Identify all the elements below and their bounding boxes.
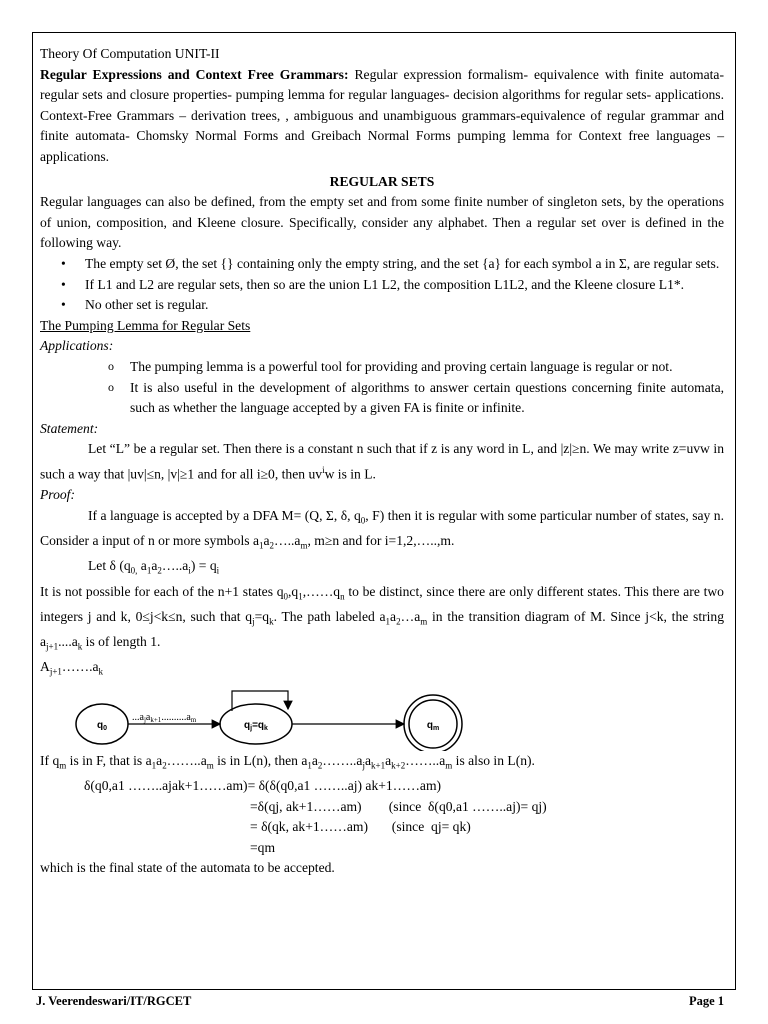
- para-part: . The path labeled a: [273, 608, 386, 624]
- self-loop: [232, 691, 288, 711]
- aline-part: …….a: [61, 659, 99, 675]
- let-sub: 2: [157, 565, 162, 576]
- let-sub: 0,: [130, 565, 138, 576]
- acc-sub: j: [362, 760, 365, 771]
- proof-sub: 1: [258, 540, 264, 551]
- para-sub: m: [420, 616, 428, 627]
- para-sub: k: [77, 641, 83, 652]
- proof-part: If a language is accepted by a DFA M= (Q, Σ, δ, q: [88, 507, 361, 523]
- para-part: It is not possible for each of the n+1 states q: [40, 583, 284, 599]
- final-sentence: which is the final state of the automata to be accepted.: [40, 860, 335, 876]
- unit-title: Theory Of Computation UNIT-II: [40, 46, 220, 61]
- state-final-outer: [404, 695, 462, 751]
- regular-set-rules: [40, 254, 724, 316]
- para-part: …a: [400, 608, 421, 624]
- syllabus-text: Regular expression formalism- equivalence with finite automata-regular sets and closure properties- pumping lemma for regular languages- decision algorithms for regular sets- applications. Context-Free Grammars – derivation trees, , ambiguous and unambiguous grammars-equivalence of regular grammar and finite automata- Chomsky Normal Forms and Greibach Normal Forms pumping lemma for Context free languages – applications.: [40, 66, 724, 164]
- equation-line-3: = δ(qk, ak+1……am) (since qj= qk): [250, 819, 471, 835]
- acc-sub: m: [59, 760, 67, 771]
- acc-part: a: [385, 752, 392, 768]
- proof-sub: m: [300, 540, 308, 551]
- para-sub: 2: [396, 616, 401, 627]
- section-heading: REGULAR SETS: [329, 173, 435, 189]
- acc-sub: k+1: [371, 760, 386, 771]
- para-part: ,q: [288, 583, 299, 599]
- acc-part: a: [364, 752, 372, 768]
- state-final-label: $q_m$: [426, 719, 440, 732]
- proof-sub: 2: [269, 540, 275, 551]
- document-body: [40, 44, 724, 879]
- acc-part: is in F, that is a: [66, 752, 152, 768]
- aline-part: A: [40, 659, 50, 675]
- state-q0-label: $q_0$: [96, 719, 108, 732]
- let-part: ) = q: [190, 558, 217, 574]
- automaton-svg: [40, 687, 724, 751]
- para-part: a: [390, 608, 397, 624]
- let-part: a: [151, 558, 158, 574]
- para-sub: n: [340, 591, 345, 602]
- syllabus-paragraph: [40, 65, 724, 168]
- let-part: a: [137, 558, 147, 574]
- para-sub: j+1: [46, 641, 59, 652]
- proof-part: …..a: [274, 532, 301, 548]
- let-sub: i: [188, 565, 191, 576]
- acc-part: If q: [40, 752, 60, 768]
- applications-label: Applications:: [40, 338, 114, 354]
- list-item: • The empty set Ø, the set {} containing only the empty string, and the set {a} for each symbol a in Σ, are regular sets.: [85, 254, 724, 275]
- para-part: ,……q: [302, 583, 341, 599]
- let-sub: i: [216, 565, 220, 576]
- acc-sub: k+2: [391, 760, 406, 771]
- footer-author: J. Veerendeswari/IT/RGCET: [36, 994, 192, 1008]
- a-line: [40, 657, 724, 682]
- para-part: is of length 1.: [82, 634, 161, 650]
- equation-line-2: =δ(qj, ak+1……am) (since δ(q0,a1 ……..aj)= qj): [250, 798, 547, 814]
- acceptance-line: [40, 751, 724, 776]
- para-sub: j: [252, 616, 255, 627]
- statement-part: w is in L.: [324, 466, 376, 482]
- aline-sub: k: [98, 667, 104, 678]
- para-sub: 1: [385, 616, 391, 627]
- acc-part: ……..a: [322, 752, 363, 768]
- para-part: =q: [254, 608, 270, 624]
- list-item: o It is also useful in the development of algorithms to answer certain questions concerning finite automata, such as whether the language accepted by a given FA is finite or infinite.: [130, 378, 724, 419]
- para-sub: k: [269, 616, 274, 627]
- equation-line-1: δ(q0,a1 ……..ajak+1……am)= δ(δ(q0,a1 ……..aj) ak+1……am): [84, 778, 442, 794]
- pumping-title: The Pumping Lemma for Regular Sets: [40, 317, 251, 333]
- acc-sub: m: [445, 760, 453, 771]
- acc-part: ……..a: [166, 752, 207, 768]
- proof-text: [40, 506, 724, 557]
- let-line: [40, 556, 724, 581]
- statement-text: [40, 439, 724, 485]
- aline-sub: j+1: [49, 667, 62, 678]
- statement-label: Statement:: [40, 420, 99, 436]
- syllabus-lead: Regular Expressions and Context Free Grammars:: [40, 66, 349, 82]
- let-part: Let δ (q: [88, 558, 131, 574]
- proof-part: a: [263, 532, 270, 548]
- state-mid-label: $q_j=q_k$: [244, 719, 268, 732]
- para-part: ....a: [58, 634, 78, 650]
- let-part: …..a: [161, 558, 189, 574]
- page-number: Page 1: [688, 994, 724, 1008]
- acc-part: ……..a: [405, 752, 446, 768]
- acc-sub: 1: [151, 760, 157, 771]
- list-item: • If L1 and L2 are regular sets, then so are the union L1 L2, the composition L1L2, and the Kleene closure L1*.: [85, 275, 724, 296]
- proof-label: Proof:: [40, 487, 75, 502]
- para-part: to be distinct, since there are only different states. This there are two integers j and k, 0≤j<k≤n, such that q: [40, 583, 724, 624]
- acc-part: is in L(n), then a: [213, 752, 308, 768]
- para-sub: 0: [283, 591, 289, 602]
- para-sub: 1: [298, 591, 303, 602]
- proof-part: , m≥n and for i=1,2,…..,m.: [307, 532, 455, 548]
- proof-part: , F) then it is regular with some particular number of states, say n. Consider a input of n or more symbols a: [40, 507, 724, 548]
- acc-part: is also in L(n).: [452, 752, 535, 768]
- distinct-states-paragraph: [40, 582, 724, 658]
- edge-label: $...a_ja_{k+1}..........a_m$: [132, 711, 197, 724]
- section-intro: Regular languages can also be defined, from the empty set and from some finite number of singleton sets, by the operations of union, composition, and Kleene closure. Specifically, consider any alphabet. Then a regular set over is defined in the following way.: [40, 194, 724, 251]
- proof-sub: 0: [360, 515, 366, 526]
- statement-sup: i: [322, 464, 325, 475]
- acc-sub: 1: [307, 760, 312, 771]
- applications-list: [40, 357, 724, 419]
- acc-part: a: [311, 752, 318, 768]
- acc-sub: 2: [317, 760, 323, 771]
- statement-part: Let “L” be a regular set. Then there is a constant n such that if z is any word in L, and |z|≥n. We may write z=uvw in such a way that |uv|≤n, |v|≥1 and for all i≥0, then uv: [40, 441, 724, 482]
- acc-sub: 2: [162, 760, 167, 771]
- acc-sub: m: [206, 760, 214, 771]
- list-item: o The pumping lemma is a powerful tool for providing and proving certain language is regular or not.: [130, 357, 724, 378]
- let-sub: 1: [146, 565, 152, 576]
- acc-part: a: [156, 752, 163, 768]
- list-item: • No other set is regular.: [85, 295, 724, 316]
- para-part: in the transition diagram of M. Since j<k, the string a: [40, 608, 724, 650]
- automaton-diagram: [40, 687, 724, 751]
- equation-line-4: =qm: [250, 839, 276, 855]
- state-final-inner: [409, 700, 457, 748]
